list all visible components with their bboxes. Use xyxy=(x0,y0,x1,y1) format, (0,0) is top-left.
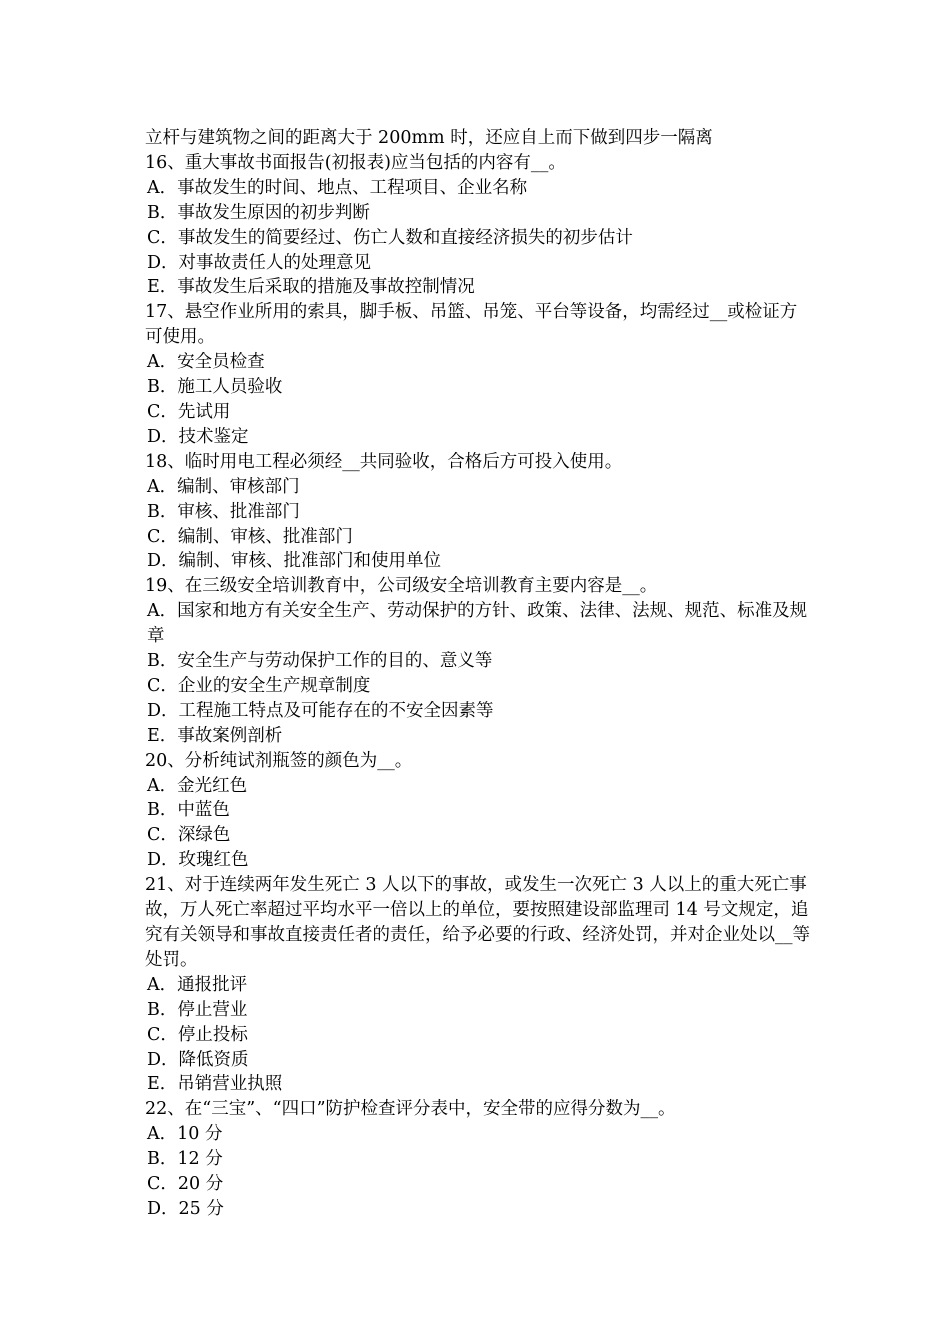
option-a: A．金光红色 xyxy=(147,775,248,796)
option-d: D．工程施工特点及可能存在的不安全因素等 xyxy=(147,700,494,721)
option-a: A．国家和地方有关安全生产、劳动保护的方针、政策、法律、法规、规范、标准及规章 xyxy=(147,601,808,647)
question-stem: 16、重大事故书面报告(初报表)应当包括的内容有__。 xyxy=(145,152,566,173)
continuation-line: 立杆与建筑物之间的距离大于 200mm 时，还应自上而下做到四步一隔离 xyxy=(145,128,713,148)
option-b: B．中蓝色 xyxy=(147,800,230,821)
question-19 xyxy=(145,574,813,748)
option-e: E．事故案例剖析 xyxy=(147,725,283,746)
option-b: B．安全生产与劳动保护工作的目的、意义等 xyxy=(147,651,493,672)
question-22 xyxy=(145,1097,813,1222)
question-stem: 17、悬空作业所用的索具，脚手板、吊篮、吊笼、平台等设备，均需经过__或检证方可使用。 xyxy=(145,302,798,348)
option-a: A．安全员检查 xyxy=(147,352,265,373)
option-d: D．玫瑰红色 xyxy=(147,850,249,871)
option-a: A．编制、审核部门 xyxy=(147,476,300,497)
question-17 xyxy=(145,300,813,449)
question-stem: 18、临时用电工程必须经__共同验收，合格后方可投入使用。 xyxy=(145,451,623,472)
question-20 xyxy=(145,749,813,874)
option-d: D．技术鉴定 xyxy=(147,426,249,447)
option-b: B．施工人员验收 xyxy=(147,377,283,398)
option-e: E．事故发生后采取的措施及事故控制情况 xyxy=(147,277,475,298)
option-d: D．25 分 xyxy=(147,1198,224,1219)
option-c: C．深绿色 xyxy=(147,825,231,846)
option-b: B．停止营业 xyxy=(147,999,248,1020)
option-d: D．降低资质 xyxy=(147,1049,249,1070)
question-stem: 22、在“三宝”、“四口”防护检查评分表中，安全带的应得分数为__。 xyxy=(145,1099,676,1120)
option-d: D．对事故责任人的处理意见 xyxy=(147,252,372,273)
option-a: A．10 分 xyxy=(147,1124,223,1145)
option-c: C．企业的安全生产规章制度 xyxy=(147,675,371,696)
option-b: B．12 分 xyxy=(147,1149,223,1170)
option-c: C．事故发生的简要经过、伤亡人数和直接经济损失的初步估计 xyxy=(147,227,633,248)
option-b: B．审核、批准部门 xyxy=(147,501,300,522)
question-16 xyxy=(145,151,813,300)
option-e: E．吊销营业执照 xyxy=(147,1074,283,1095)
question-stem: 21、对于连续两年发生死亡 3 人以下的事故，或发生一次死亡 3 人以上的重大死亡事故，万人死亡率超过平均水平一倍以上的单位，要按照建设部监理司 14 号文规定，追究有关领导和事故直接责任者的责任，给予必要的行政、经济处罚，并对企业处以__等处罚。 xyxy=(145,875,810,970)
option-a: A．事故发生的时间、地点、工程项目、企业名称 xyxy=(147,177,528,198)
document-page xyxy=(145,126,813,1222)
option-c: C．先试用 xyxy=(147,401,231,422)
option-c: C．编制、审核、批准部门 xyxy=(147,526,353,547)
question-18 xyxy=(145,450,813,575)
question-stem: 19、在三级安全培训教育中，公司级安全培训教育主要内容是__。 xyxy=(145,576,658,597)
question-stem: 20、分析纯试剂瓶签的颜色为__。 xyxy=(145,750,413,771)
option-c: C．停止投标 xyxy=(147,1024,248,1045)
option-a: A．通报批评 xyxy=(147,974,248,995)
question-21 xyxy=(145,873,813,1097)
option-b: B．事故发生原因的初步判断 xyxy=(147,202,370,223)
option-c: C．20 分 xyxy=(147,1174,224,1195)
option-d: D．编制、审核、批准部门和使用单位 xyxy=(147,551,442,572)
